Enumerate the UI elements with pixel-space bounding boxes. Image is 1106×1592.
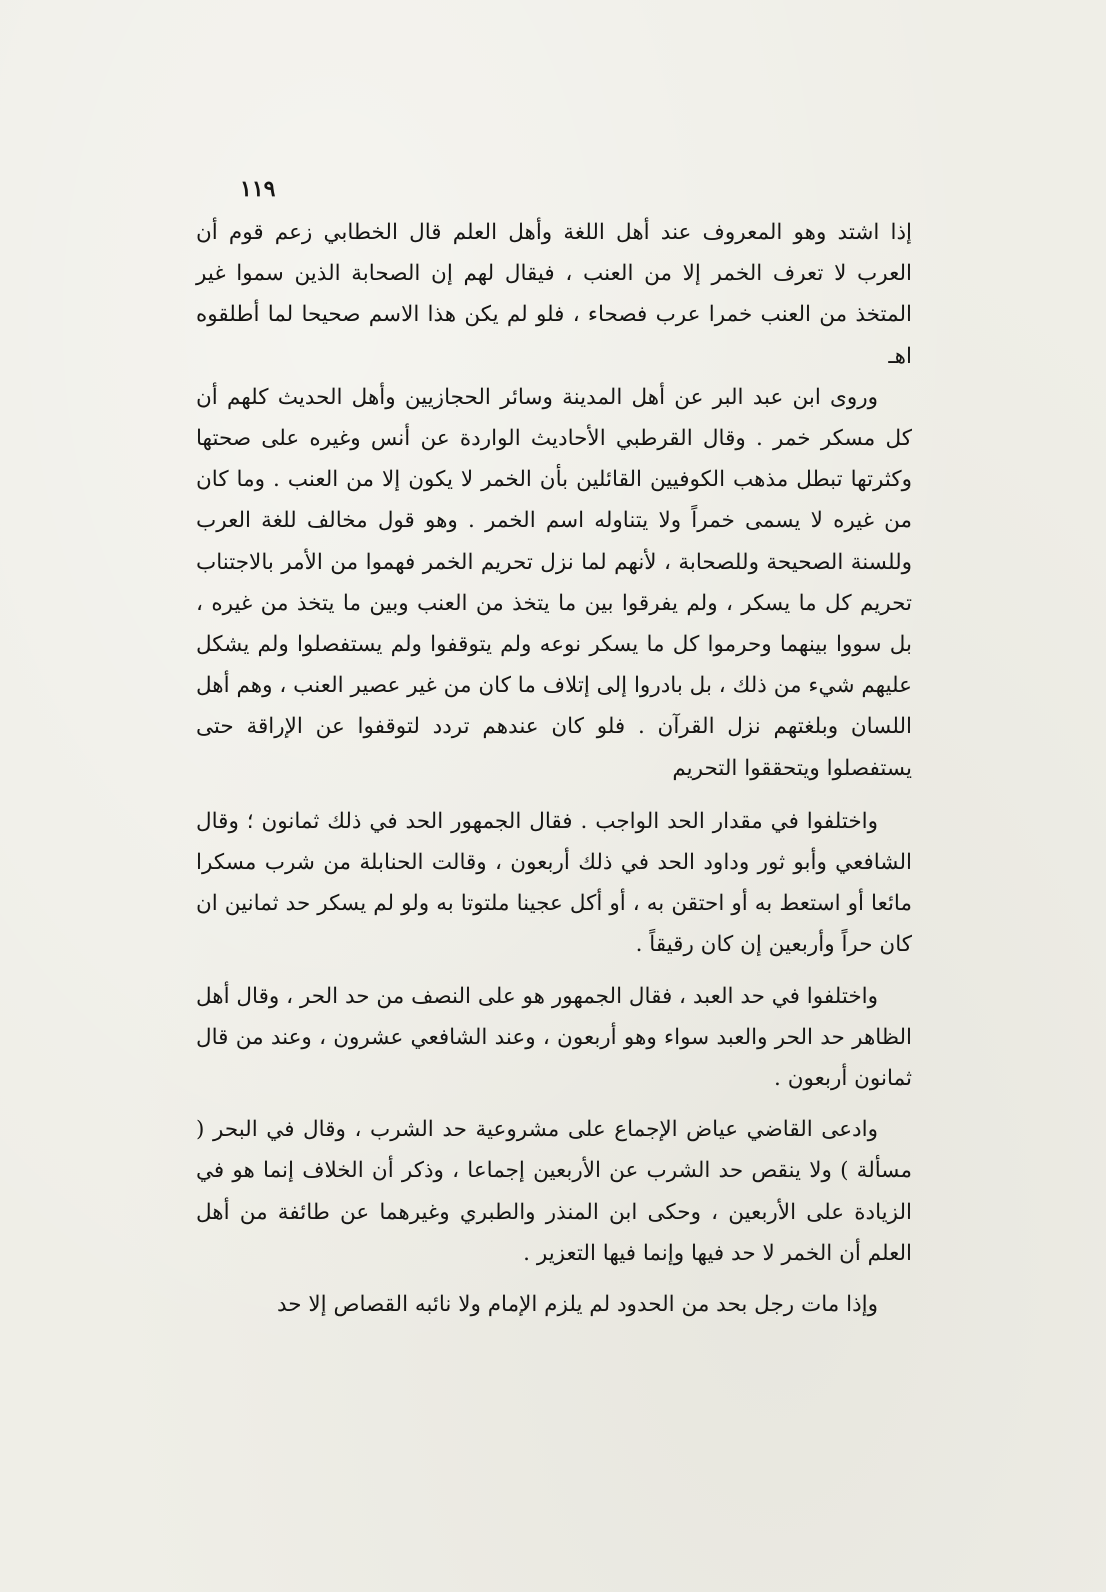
body-text [196, 212, 912, 1392]
paragraph-1: إذا اشتد وهو المعروف عند أهل اللغة وأهل العلم قال الخطابي زعم قوم أن العرب لا تعرف الخمر إلا من العنب ، فيقال لهم إن الصحابة الذين سموا غير المتخذ من العنب خمرا عرب فصحاء ، فلو لم يكن هذا الاسم صحيحا لما أطلقوه اهـ [196, 220, 912, 369]
paragraph-2: وروى ابن عبد البر عن أهل المدينة وسائر الحجازيين وأهل الحديث كلهم أن كل مسكر خمر . وقال القرطبي الأحاديث الواردة عن أنس وغيره على صحتها وكثرتها تبطل مذهب الكوفيين القائلين بأن الخمر لا يكون إلا من العنب . وما كان من غيره لا يسمى خمراً ولا يتناوله اسم الخمر . وهو قول مخالف للغة العرب وللسنة الصحيحة وللصحابة ، لأنهم لما نزل تحريم الخمر فهموا من الأمر بالاجتناب تحريم كل ما يسكر ، ولم يفرقوا بين ما يتخذ من العنب وبين ما يتخذ من غيره ، بل سووا بينهما وحرموا كل ما يسكر نوعه ولم يتوقفوا ولم يستفصلوا ولم يشكل عليهم شيء من ذلك ، بل بادروا إلى إتلاف ما كان من غير عصير العنب ، وهم أهل اللسان وبلغتهم نزل القرآن . فلو كان عندهم تردد لتوقفوا عن الإراقة حتى يستفصلوا ويتحققوا التحريم [196, 384, 912, 781]
page-number: ١١٩ [240, 176, 276, 202]
paragraph-6: وإذا مات رجل بحد من الحدود لم يلزم الإمام ولا نائبه القصاص إلا حد [276, 1292, 878, 1318]
paragraph-5: وادعى القاضي عياض الإجماع على مشروعية حد الشرب ، وقال في البحر ( مسألة ) ولا ينقص حد الشرب عن الأربعين إجماعا ، وذكر أن الخلاف إنما هو في الزيادة على الأربعين ، وحكى ابن المنذر والطبري وغيرهما عن طائفة من أهل العلم أن الخمر لا حد فيها وإنما فيها التعزير . [196, 1117, 912, 1266]
paragraph-3: واختلفوا في مقدار الحد الواجب . فقال الجمهور الحد في ذلك ثمانون ؛ وقال الشافعي وأبو ثور وداود الحد في ذلك أربعون ، وقالت الحنابلة من شرب مسكرا مائعا أو استعط به أو احتقن به ، أو أكل عجينا ملتوتا به ولو لم يسكر حد ثمانين ان كان حراً وأربعين إن كان رقيقاً . [196, 808, 912, 958]
paragraph-4: واختلفوا في حد العبد ، فقال الجمهور هو على النصف من حد الحر ، وقال أهل الظاهر حد الحر والعبد سواء وهو أربعون ، وعند الشافعي عشرون ، وعند من قال ثمانون أربعون . [196, 983, 912, 1092]
